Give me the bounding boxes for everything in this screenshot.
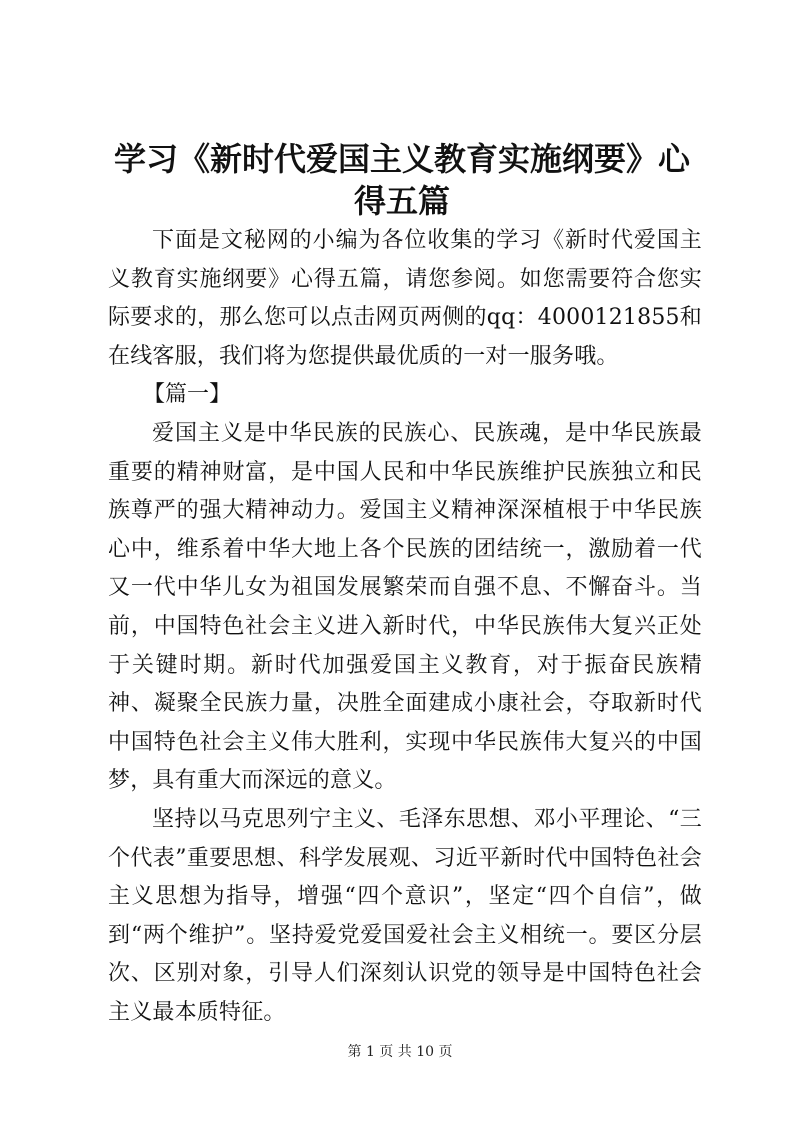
page-footer: 第 1 页 共 10 页 [347,1044,453,1060]
document-title: 学习《新时代爱国主义教育实施纲要》心得五篇 [113,140,690,220]
body-paragraph-2: 坚持以马克思列宁主义、毛泽东思想、邓小平理论、“三个代表”重要思想、科学发展观、习近平新时代中国特色社会主义思想为指导，增强“四个意识”，坚定“四个自信”，做到“两个维护”。坚持爱党爱国爱社会主义相统一。要区分层次、区别对象，引导人们深刻认识党的领导是中国特色社会主义最本质特征。 [108,806,702,1025]
intro-paragraph: 下面是文秘网的小编为各位收集的学习《新时代爱国主义教育实施纲要》心得五篇，请您参阅。如您需要符合您实际要求的，那么您可以点击网页两侧的qq：4000121855和在线客服，我们将为您提供最优质的一对一服务哦。 [108,228,702,369]
section-label: 【篇一】 [143,382,232,408]
body-paragraph-1: 爱国主义是中华民族的民族心、民族魂，是中华民族最重要的精神财富，是中国人民和中华民族维护民族独立和民族尊严的强大精神动力。爱国主义精神深深植根于中华民族心中，维系着中华大地上各个民族的团结统一，激励着一代又一代中华儿女为祖国发展繁荣而自强不息、不懈奋斗。当前，中国特色社会主义进入新时代，中华民族伟大复兴正处于关键时期。新时代加强爱国主义教育，对于振奋民族精神、凝聚全民族力量，决胜全面建成小康社会，夺取新时代中国特色社会主义伟大胜利，实现中华民族伟大复兴的中国梦，具有重大而深远的意义。 [108,420,702,794]
document-body [108,222,702,1032]
